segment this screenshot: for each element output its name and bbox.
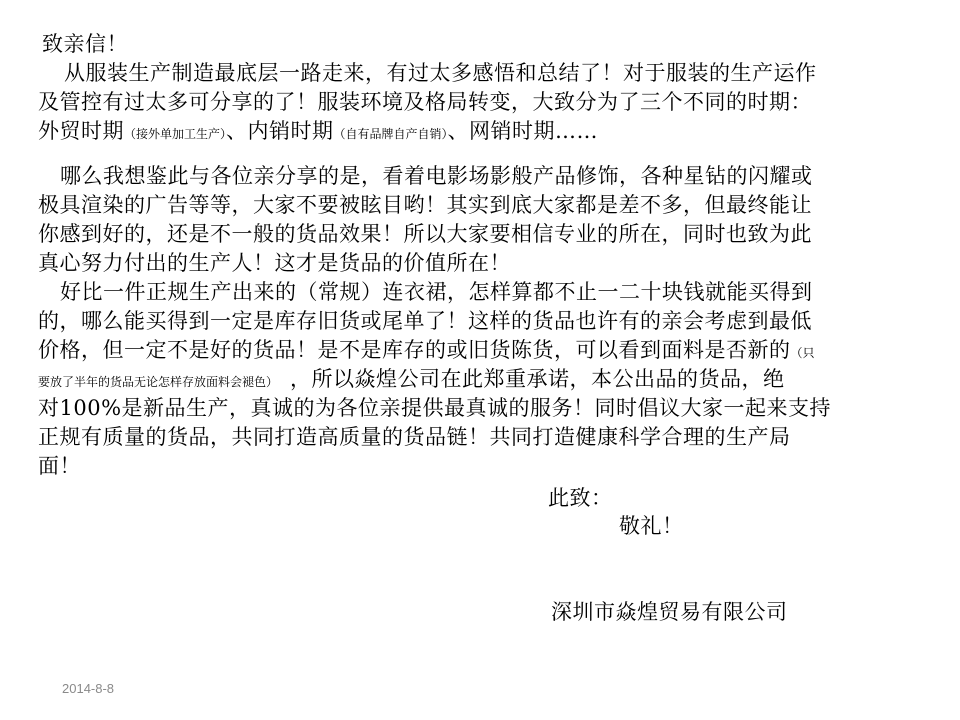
signature-company: 深圳市焱煌贸易有限公司 — [551, 600, 788, 624]
paragraph-3-line-7: 面！ — [38, 454, 81, 478]
paragraph-3-line-1: 好比一件正规生产出来的（常规）连衣裙，怎样算都不止一二十块钱就能买得到 — [60, 280, 813, 304]
paragraph-3-line-5: 对100%是新品生产，真诚的为各位亲提供最真诚的服务！同时倡议大家一起来支持 — [38, 396, 832, 420]
footer-date: 2014-8-8 — [62, 681, 115, 696]
paragraph-3-line-4-note: 要放了半年的货品无论怎样存放面料会褪色） — [38, 375, 273, 389]
period-domestic-sales-note: （自有品牌自产自销） — [333, 127, 448, 141]
closing-regards: 敬礼！ — [619, 514, 684, 538]
paragraph-3-line-3 — [38, 336, 918, 365]
paragraph-2-line-2: 极具渲染的广告等等，大家不要被眩目哟！其实到底大家都是差不多，但最终能让 — [38, 193, 812, 217]
paragraph-2-line-3: 你感到好的，还是不一般的货品效果！所以大家要相信专业的所在，同时也致为此 — [38, 222, 812, 246]
paragraph-2-line-4: 真心努力付出的生产人！这才是货品的价值所在！ — [38, 251, 511, 275]
paragraph-1-line-1: 从服装生产制造最底层一路走来，有过太多感悟和总结了！对于服装的生产运作 — [64, 61, 817, 85]
period-domestic-sales: 、内销时期 — [226, 119, 334, 143]
period-online-sales: 、网销时期…… — [447, 119, 599, 143]
paragraph-2-line-1: 哪么我想鉴此与各位亲分享的是，看着电影场影般产品修饰，各种星钻的闪耀或 — [60, 164, 813, 188]
paragraph-1-line-3 — [38, 117, 918, 146]
period-foreign-trade: 外贸时期 — [38, 119, 124, 143]
letter-body — [38, 30, 918, 481]
period-foreign-trade-note: （接外单加工生产） — [124, 127, 227, 141]
paragraph-3-line-2: 的，哪么能买得到一定是库存旧货或尾单了！这样的货品也许有的亲会考虑到最低 — [38, 309, 812, 333]
paragraph-3-line-4 — [38, 365, 918, 394]
paragraph-1-line-2: 及管控有过太多可分享的了！服装环境及格局转变，大致分为了三个不同的时期： — [38, 90, 812, 114]
paragraph-3-line-4-text: ，所以焱煌公司在此郑重承诺，本公出品的货品，绝 — [290, 367, 785, 391]
closing-salutation: 此致： — [548, 486, 613, 510]
paragraph-3-line-3-text: 价格，但一定不是好的货品！是不是库存的或旧货陈货，可以看到面料是否新的 — [38, 338, 791, 362]
paragraph-3-line-6: 正规有质量的货品，共同打造高质量的货品链！共同打造健康科学合理的生产局 — [38, 425, 791, 449]
greeting: 致亲信！ — [42, 32, 128, 56]
paragraph-3-line-3-note: （只 — [790, 346, 815, 360]
